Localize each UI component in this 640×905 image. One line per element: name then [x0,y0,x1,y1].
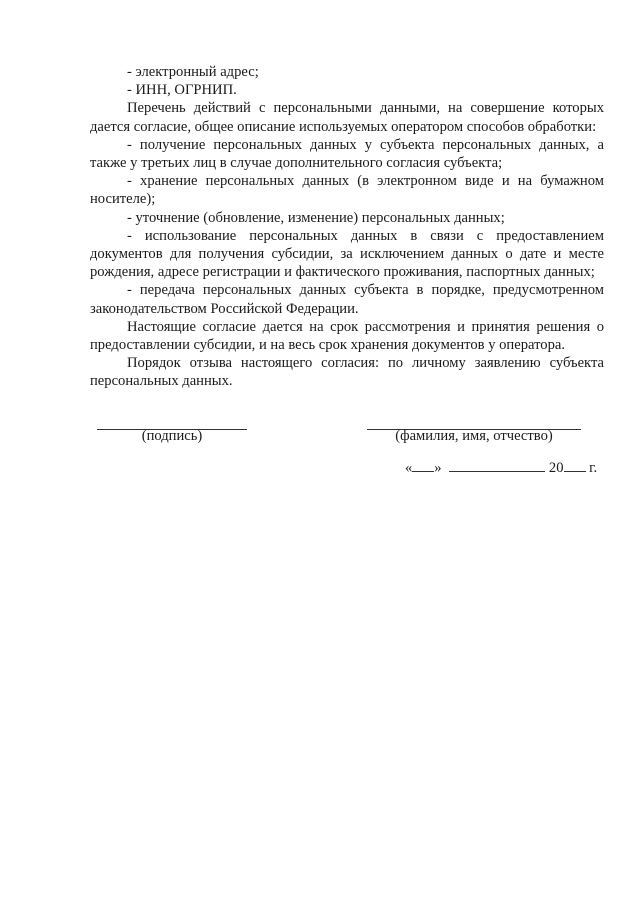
consent-text [90,63,604,391]
action-usage: - использование персональных данных в связи с предоставлением документов для получения субсидии, за исключением данных о дате и месте рождения, адресе регистрации и фактического проживания, паспортных данных; [90,227,604,281]
day-blank[interactable] [412,460,434,472]
date-open-quote: « [405,460,413,476]
month-blank[interactable] [449,460,545,472]
signature-caption: (подпись) [141,428,203,444]
list-item-inn: - ИНН, ОГРНИП. [127,82,237,99]
year-prefix: 20 [548,460,564,476]
year-suffix: г. [589,460,598,476]
actions-intro: Перечень действий с персональными данными, на совершение которых дается согласие, общее описание используемых оператором способов обработки: [90,100,604,135]
date-close-quote: » [434,460,442,476]
date-field [405,460,605,477]
action-clarification: - уточнение (обновление, изменение) персональных данных; [127,209,505,226]
year-blank[interactable] [564,460,586,472]
action-receiving: - получение персональных данных у субъекта персональных данных, а также у третьих лиц в случае дополнительного согласия субъекта; [90,136,604,172]
action-storage: - хранение персональных данных (в электронном виде и на бумажном носителе); [90,173,604,208]
action-transfer: - передача персональных данных субъекта в порядке, предусмотренном законодательством Российской Федерации. [90,282,604,317]
consent-term: Настоящие согласие дается на срок рассмотрения и принятия решения о предоставлении субсидии, и на весь срок хранения документов у оператора. [90,318,604,354]
full-name-caption: (фамилия, имя, отчество) [395,428,553,444]
list-item-email: - электронный адрес; [127,64,259,80]
revocation-procedure: Порядок отзыва настоящего согласия: по личному заявлению субъекта персональных данных. [90,355,604,390]
